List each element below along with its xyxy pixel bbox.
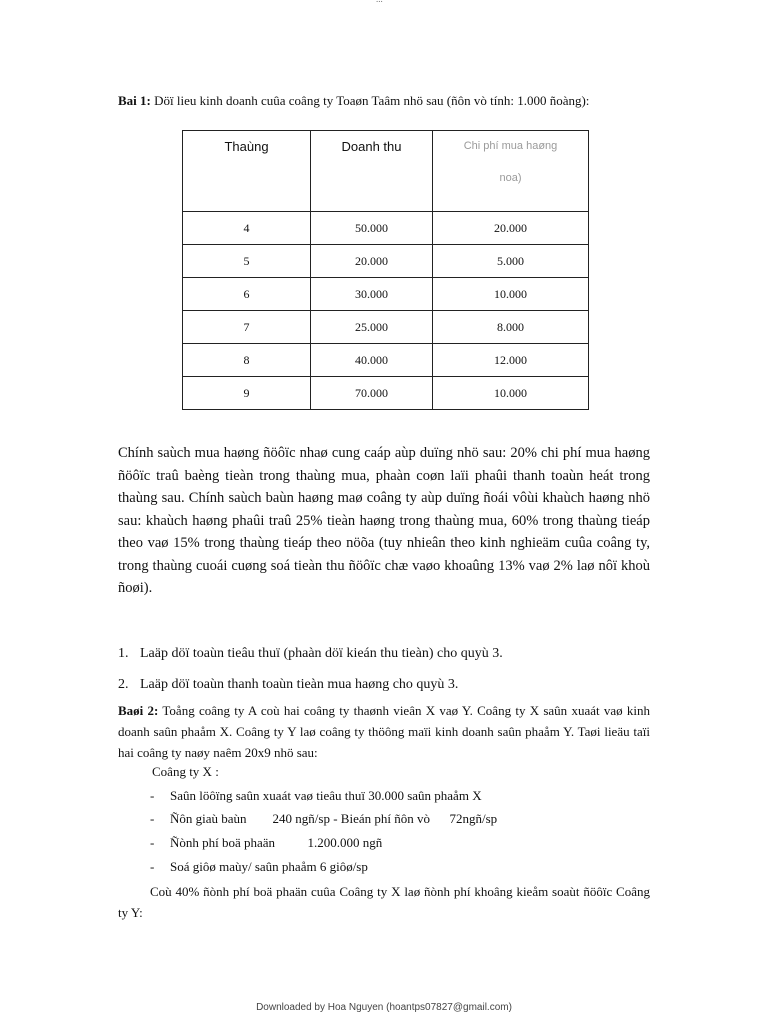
bai1-intro: Döï lieu kinh doanh cuûa coâng ty Toaøn Taâm nhö sau (ñôn vò tính: 1.000 ñoàng): xyxy=(150,93,590,108)
cell-month: 8 xyxy=(183,344,311,377)
cell-month: 7 xyxy=(183,311,311,344)
table-header-row xyxy=(183,131,589,212)
bullet-dash: - xyxy=(150,859,155,874)
cell-cost: 10.000 xyxy=(433,278,589,311)
question-2-text: Laäp döï toaùn thanh toaùn tieàn mua haøng cho quyù 3. xyxy=(140,677,459,692)
table-row xyxy=(183,245,589,278)
header-purchase-cost xyxy=(433,131,589,212)
cell-revenue: 50.000 xyxy=(311,212,433,245)
cell-month: 5 xyxy=(183,245,311,278)
cell-month: 9 xyxy=(183,377,311,410)
question-1-number: 1. xyxy=(118,646,129,661)
bullet-item: Ñôn giaù baùn 240 ngñ/sp - Bieán phí ñôn vò 72ngñ/sp xyxy=(170,811,498,826)
table-row xyxy=(183,344,589,377)
bai2-label: Baøi 2: xyxy=(118,703,159,718)
bullet-dash: - xyxy=(150,788,155,803)
company-x-label: Coâng ty X : xyxy=(152,764,219,779)
header-purchase-cost-faded: noa) xyxy=(499,172,522,184)
header-revenue: Doanh thu xyxy=(311,131,433,212)
question-1-text: Laäp döï toaùn tieâu thuï (phaàn döï kieán thu tieàn) cho quyù 3. xyxy=(140,646,503,661)
cell-cost: 8.000 xyxy=(433,311,589,344)
cell-month: 6 xyxy=(183,278,311,311)
table-row xyxy=(183,278,589,311)
bullet-dash: - xyxy=(150,835,155,850)
cell-revenue: 20.000 xyxy=(311,245,433,278)
bullet-item: Saûn löôïng saûn xuaát vaø tieâu thuï 30.000 saûn phaåm X xyxy=(170,788,482,803)
cell-month: 4 xyxy=(183,212,311,245)
cell-cost: 12.000 xyxy=(433,344,589,377)
cell-cost: 20.000 xyxy=(433,212,589,245)
cell-revenue: 40.000 xyxy=(311,344,433,377)
closing-paragraph: Coù 40% ñònh phí boä phaän cuûa Coâng ty X laø ñònh phí khoâng kieåm soaùt ñöôïc Coâng ty Y: xyxy=(118,884,650,920)
bullet-item: Ñònh phí boä phaän 1.200.000 ngñ xyxy=(170,835,383,850)
bai1-title xyxy=(118,90,650,111)
cell-cost: 5.000 xyxy=(433,245,589,278)
bai2-intro-text: Toång coâng ty A coù hai coâng ty thaønh vieân X vaø Y. Coâng ty X saûn xuaát vaø kinh doanh saûn phaåm X. Coâng ty Y laø coâng ty thöông maïi kinh doanh saûn phaåm Y. Taøi lieäu taïi hai coâng ty naøy naêm 20x9 nhö sau: xyxy=(118,703,650,760)
bai1-label: Bai 1: xyxy=(118,93,151,108)
top-mark xyxy=(376,0,383,4)
bullet-dash: - xyxy=(150,811,155,826)
cell-revenue: 25.000 xyxy=(311,311,433,344)
cell-revenue: 70.000 xyxy=(311,377,433,410)
question-2-number: 2. xyxy=(118,677,129,692)
cell-cost: 10.000 xyxy=(433,377,589,410)
bullet-item: Soá giôø maùy/ saûn phaåm 6 giôø/sp xyxy=(170,859,368,874)
table-row xyxy=(183,377,589,410)
bai2-intro xyxy=(118,700,650,763)
download-footer: Downloaded by Hoa Nguyen (hoantps07827@gmail.com) xyxy=(256,1002,512,1013)
cell-revenue: 30.000 xyxy=(311,278,433,311)
data-table xyxy=(182,130,589,410)
table-row xyxy=(183,311,589,344)
table-row xyxy=(183,212,589,245)
header-month: Thaùng xyxy=(183,131,311,212)
header-purchase-cost-label: Chi phí mua haøng xyxy=(463,140,558,152)
policy-paragraph: Chính saùch mua haøng ñöôïc nhaø cung caáp aùp duïng nhö sau: 20% chi phí mua haøng ñöôïc traû baèng tieàn trong thaùng mua, phaàn coøn laïi phaûi thanh toaùn heát trong thaùng sau. Chính saùch baùn haøng maø coâng ty aùp duïng ñoái vôùi khaùch haøng nhö sau: khaùch haøng phaûi traû 25% tieàn haøng trong thaùng mua, 60% trong thaùng tieáp theo vaø 15% trong thaùng tieáp theo nöõa (tuy nhieân theo kinh nghieäm cuûa coâng ty, trong thaùng cuoái cuøng soá tieàn thu ñöôïc chæ vaøo khoaûng 13% vaø 2% laø nôï khoù ñoøi). xyxy=(118,445,650,596)
